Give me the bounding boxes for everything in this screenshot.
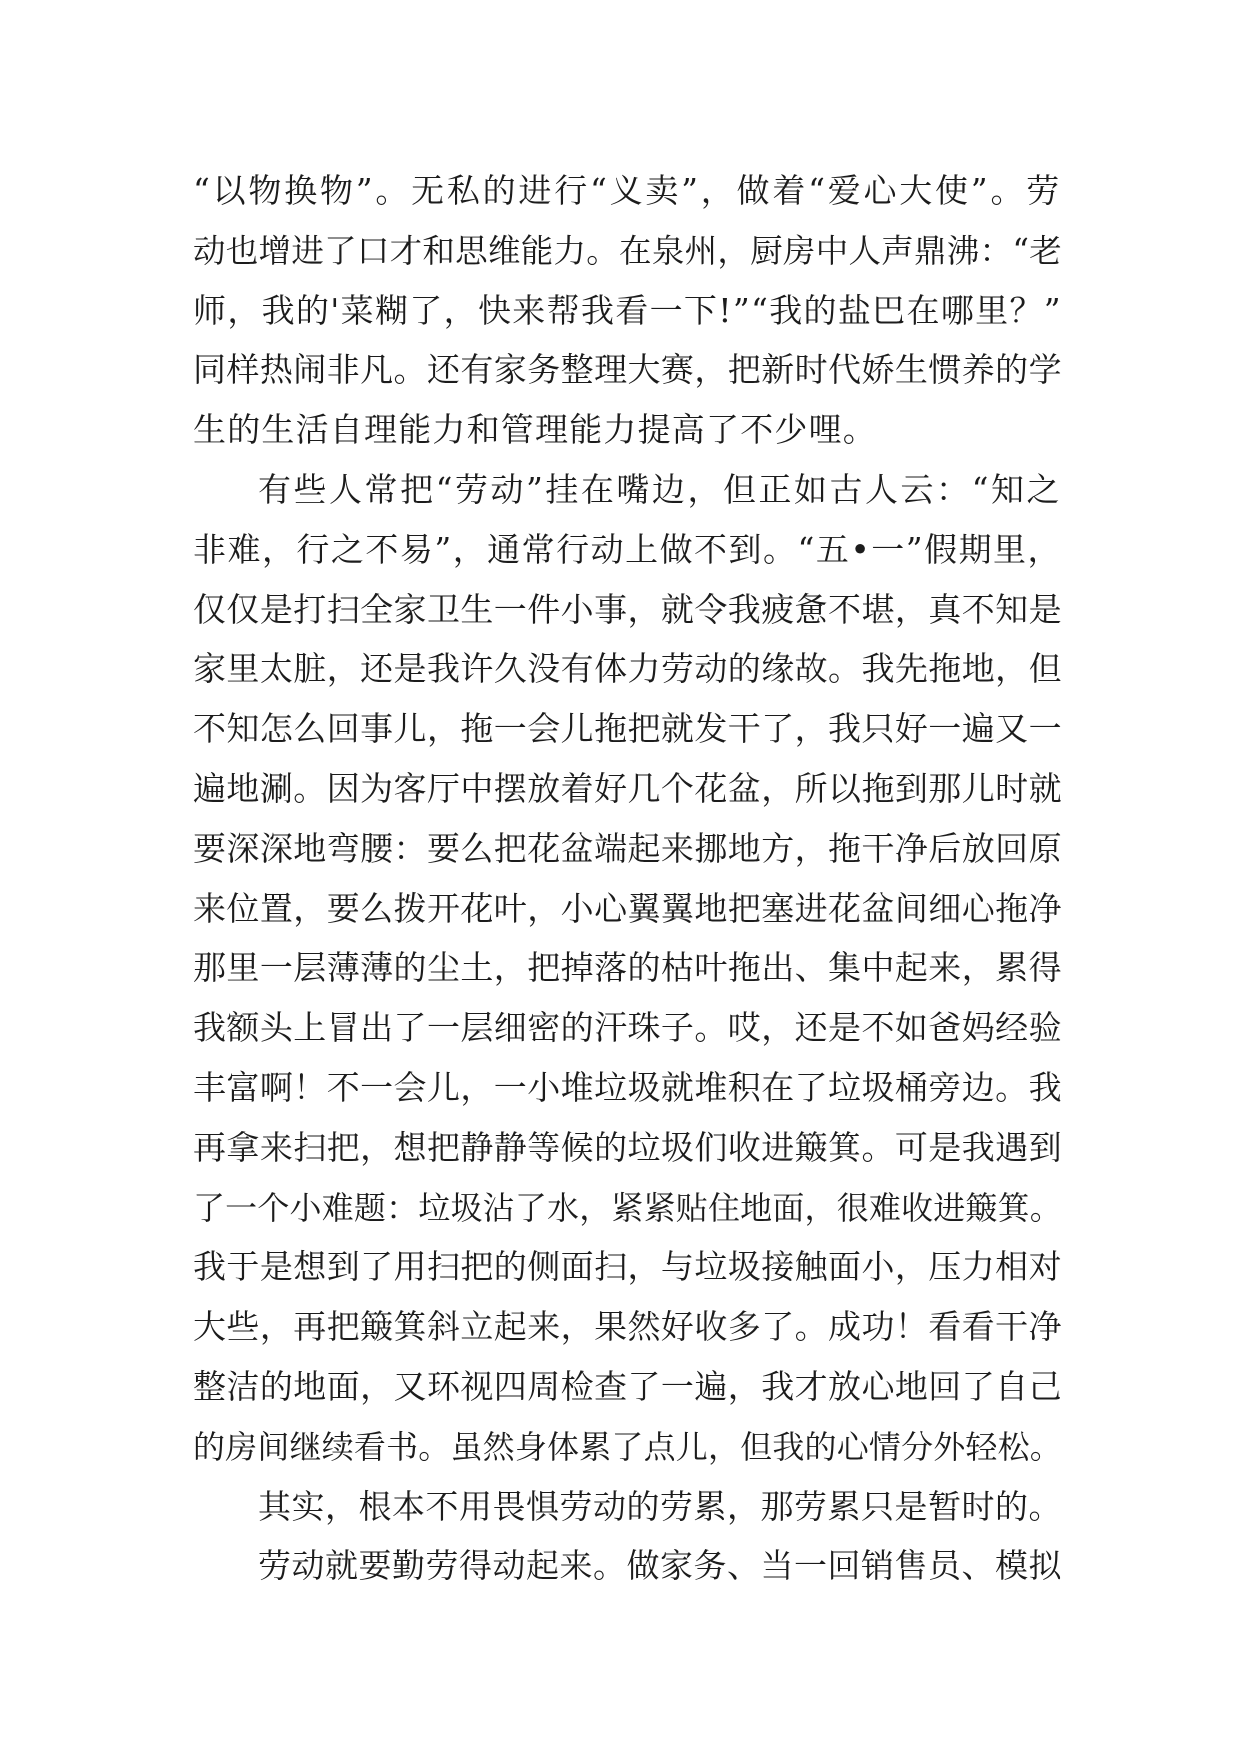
text-line-content: 的房间继续看书。虽然身体累了点儿，但我的心情分外轻松。	[193, 1427, 1062, 1466]
text-line-content: 同样热闹非凡。还有家务整理大赛，把新时代娇生惯养的学	[193, 350, 1062, 390]
text-line	[193, 340, 1062, 400]
text-line	[193, 580, 1062, 640]
text-line	[193, 1297, 1062, 1357]
text-line-content: 了一个小难题：垃圾沾了水，紧紧贴住地面，很难收进簸箕。	[193, 1188, 1062, 1227]
text-line	[193, 1058, 1062, 1118]
text-line-content: 那里一层薄薄的尘土，把掉落的枯叶拖出、集中起来，累得	[193, 948, 1062, 988]
text-line-content: 遍地涮。因为客厅中摆放着好几个花盆，所以拖到那儿时就	[193, 768, 1062, 808]
text-line	[193, 281, 1062, 341]
text-line	[193, 819, 1062, 879]
text-line	[193, 699, 1062, 759]
text-line	[193, 400, 1062, 460]
text-line	[193, 161, 1062, 221]
paragraph	[193, 1477, 1062, 1537]
text-line-content: 整洁的地面，又环视四周检查了一遍，我才放心地回了自己	[193, 1366, 1062, 1406]
text-line	[193, 1536, 1062, 1596]
text-line	[193, 1118, 1062, 1178]
text-line	[193, 639, 1062, 699]
text-line-content: 其实，根本不用畏惧劳动的劳累，那劳累只是暂时的。	[258, 1486, 1062, 1526]
text-line-content: 丰富啊！不一会儿，一小堆垃圾就堆积在了垃圾桶旁边。我	[193, 1067, 1062, 1107]
text-line-content: 我于是想到了用扫把的侧面扫，与垃圾接触面小，压力相对	[193, 1247, 1062, 1287]
text-line-content: 仅仅是打扫全家卫生一件小事，就令我疲惫不堪，真不知是	[193, 589, 1062, 629]
text-line-content: “以物换物”。无私的进行“义卖”，做着“爱心大使”。劳	[193, 171, 1062, 210]
body-text	[193, 161, 1062, 1596]
text-line-content: 要深深地弯腰：要么把花盆端起来挪地方，拖干净后放回原	[193, 828, 1062, 868]
text-line	[193, 998, 1062, 1058]
text-line-content: 大些，再把簸箕斜立起来，果然好收多了。成功！看看干净	[193, 1307, 1062, 1347]
text-line-content: 有些人常把“劳动”挂在嘴边，但正如古人云：“知之	[258, 469, 1062, 509]
text-line-content: 我额头上冒出了一层细密的汗珠子。哎，还是不如爸妈经验	[193, 1008, 1062, 1048]
text-line	[193, 1417, 1062, 1477]
text-line	[193, 938, 1062, 998]
paragraph	[193, 460, 1062, 1477]
paragraph	[193, 1536, 1062, 1596]
text-line	[193, 520, 1062, 580]
text-line	[193, 1237, 1062, 1297]
text-line-content: 来位置，要么拨开花叶，小心翼翼地把塞进花盆间细心拖净	[193, 888, 1062, 928]
text-line-content: 师，我的'菜糊了，快来帮我看一下!”“我的盐巴在哪里？”	[193, 290, 1062, 330]
text-line-content: 生的生活自理能力和管理能力提高了不少哩。	[193, 410, 877, 450]
text-line	[193, 460, 1062, 520]
paragraph	[193, 161, 1062, 460]
text-line-content: 动也增进了口才和思维能力。在泉州，厨房中人声鼎沸：“老	[193, 231, 1062, 270]
text-line-content: 不知怎么回事儿，拖一会儿拖把就发干了，我只好一遍又一	[193, 709, 1062, 749]
text-line	[193, 879, 1062, 939]
text-line-content: 非难，行之不易”，通常行动上做不到。“五•一”假期里，	[193, 529, 1062, 569]
text-line	[193, 759, 1062, 819]
text-line	[193, 1178, 1062, 1238]
text-line-content: 再拿来扫把，想把静静等候的垃圾们收进簸箕。可是我遇到	[193, 1127, 1062, 1167]
text-line	[193, 221, 1062, 281]
text-line	[193, 1357, 1062, 1417]
text-line-content: 劳动就要勤劳得动起来。做家务、当一回销售员、模拟	[258, 1546, 1062, 1586]
text-line-content: 家里太脏，还是我许久没有体力劳动的缘故。我先拖地，但	[193, 649, 1062, 689]
text-line	[193, 1477, 1062, 1537]
